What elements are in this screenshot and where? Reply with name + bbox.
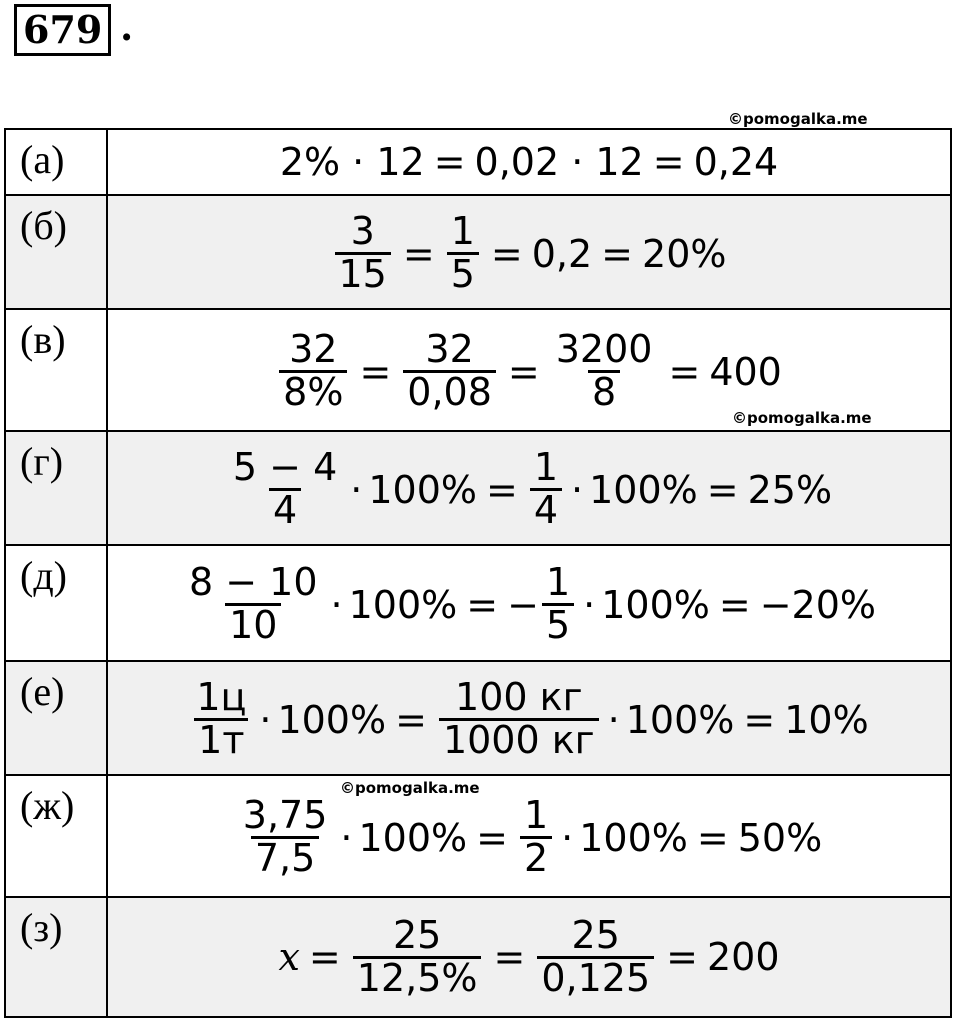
fraction: $\frac{1}{5}$ <box>542 563 574 646</box>
expression: $\frac{3}{15}$ = $\frac{1}{5}$ = 0,2 = 20% <box>107 195 951 309</box>
watermark: ©pomogalka.me <box>728 110 868 128</box>
table-row <box>5 661 951 775</box>
row-label: (з) <box>5 897 107 1017</box>
row-label: (е) <box>5 661 107 775</box>
table-row <box>5 775 951 897</box>
expression: 2% · 12 = 0,02 · 12 = 0,24 <box>107 129 951 195</box>
fraction: $\frac{8 - 10}{10}$ <box>188 560 318 647</box>
solution-table <box>4 128 952 1018</box>
watermark: ©pomogalka.me <box>340 779 480 797</box>
row-label: (г) <box>5 431 107 545</box>
expression: $\frac{5 - 4}{4}$ · 100% = $\frac{1}{4}$ · 100% = 25% <box>107 431 951 545</box>
table-row <box>5 897 951 1017</box>
fraction: $\frac{25}{12,5\%}$ <box>353 916 482 999</box>
fraction: $\frac{5 - 4}{4}$ <box>232 445 338 532</box>
row-label: (ж) <box>5 775 107 897</box>
row-label: (в) <box>5 309 107 431</box>
table-row <box>5 309 951 431</box>
fraction: $\frac{3}{15}$ <box>335 212 391 295</box>
fraction: $\frac{25}{0,125}$ <box>537 916 654 999</box>
expression: $\frac{1ц}{1т}$ · 100% = $\frac{100 кг}{1000 кг}$ · 100% = 10% <box>107 661 951 775</box>
row-label: (д) <box>5 545 107 661</box>
fraction: $\frac{1}{5}$ <box>447 212 479 295</box>
fraction: $\frac{1}{2}$ <box>520 796 552 879</box>
table-row <box>5 545 951 661</box>
table-row <box>5 431 951 545</box>
table-row <box>5 195 951 309</box>
fraction: $\frac{32}{0,08}$ <box>403 330 496 413</box>
row-label: (б) <box>5 195 107 309</box>
expression: x = $\frac{25}{12,5\%}$ = $\frac{25}{0,125}$ = 200 <box>107 897 951 1017</box>
table-row <box>5 129 951 195</box>
expression: $\frac{32}{8\%}$ = $\frac{32}{0,08}$ = $\frac{3200}{8}$ = 400 <box>107 309 951 431</box>
fraction: $\frac{3200}{8}$ <box>555 327 653 414</box>
fraction: $\frac{1ц}{1т}$ <box>192 678 250 761</box>
fraction: $\frac{1}{4}$ <box>530 448 562 531</box>
problem-number-dot: . <box>120 4 134 49</box>
fraction: $\frac{100 кг}{1000 кг}$ <box>439 678 599 761</box>
fraction: $\frac{32}{8\%}$ <box>279 330 347 413</box>
watermark: ©pomogalka.me <box>732 409 872 427</box>
problem-number: 679 <box>14 4 111 56</box>
fraction: $\frac{3,75}{7,5}$ <box>242 793 328 880</box>
row-label: (а) <box>5 129 107 195</box>
expression: $\frac{3,75}{7,5}$ · 100% = $\frac{1}{2}$ · 100% = 50% <box>107 775 951 897</box>
expression: $\frac{8 - 10}{10}$ · 100% = − $\frac{1}{5}$ · 100% = −20% <box>107 545 951 661</box>
